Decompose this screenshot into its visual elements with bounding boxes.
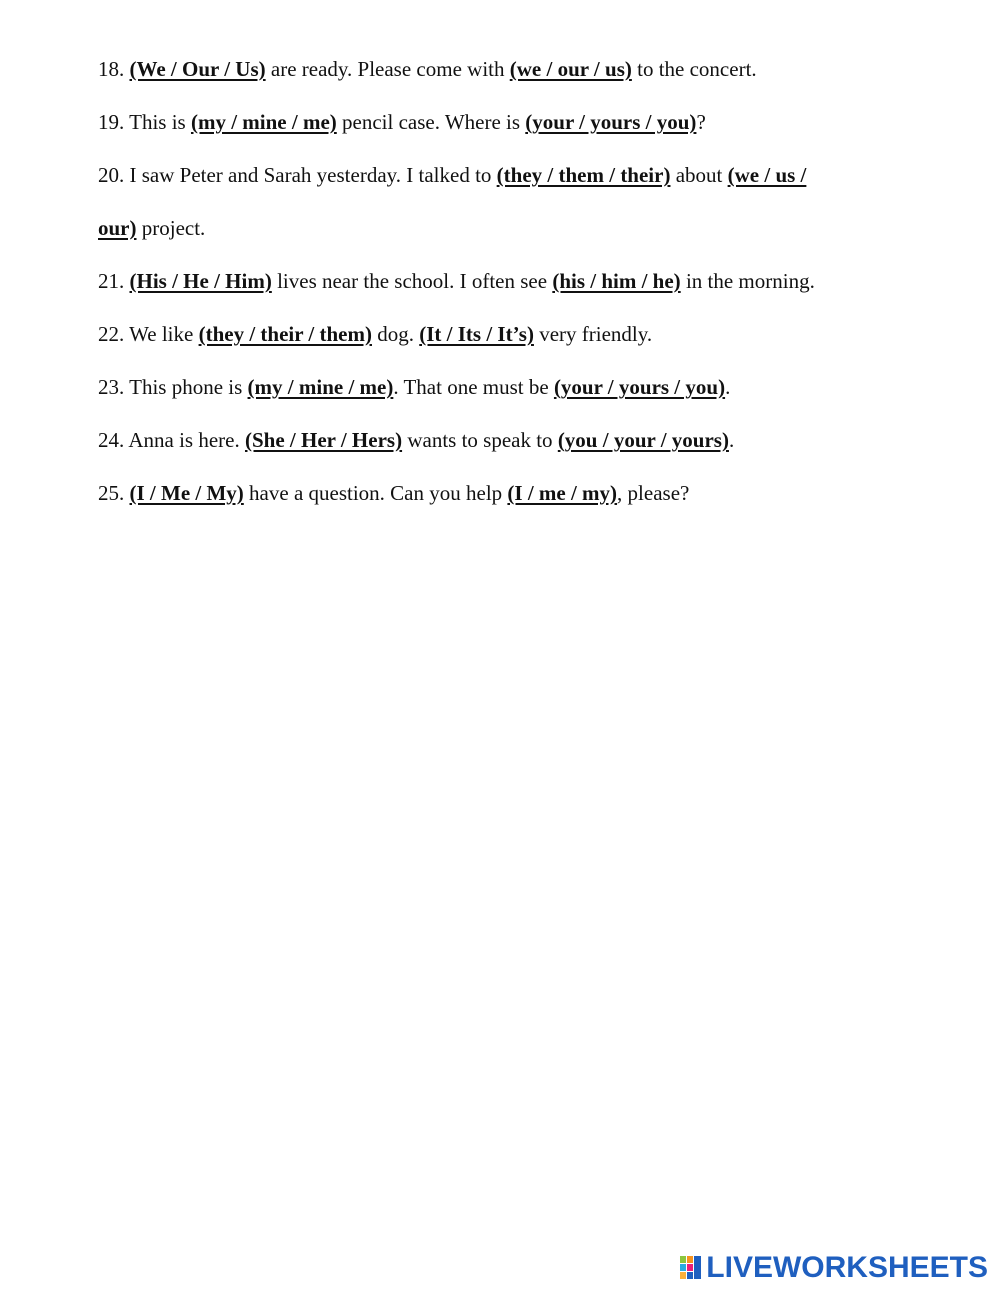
exercise-line — [98, 375, 730, 399]
pronoun-choice[interactable]: (your / yours / you) — [525, 110, 697, 134]
exercise-number: 21. — [98, 269, 125, 293]
pronoun-choice[interactable]: (I / me / my) — [507, 481, 618, 505]
sentence-text: project. — [136, 216, 206, 240]
pronoun-choice[interactable]: (we / us / — [727, 163, 807, 187]
sentence-text: I saw Peter and Sarah yesterday. I talked to — [129, 163, 497, 187]
sentence-text: ? — [696, 110, 706, 134]
pronoun-choice[interactable]: (you / your / yours) — [557, 428, 729, 452]
pronoun-choice[interactable]: (His / He / Him) — [129, 269, 272, 293]
sentence-text: about — [670, 163, 728, 187]
pronoun-choice[interactable]: (We / Our / Us) — [129, 57, 266, 81]
brand-logo — [680, 1251, 988, 1284]
sentence-text: pencil case. Where is — [336, 110, 526, 134]
sentence-text: This is — [129, 110, 191, 134]
pronoun-choice[interactable]: (they / their / them) — [198, 322, 372, 346]
sentence-text: lives near the school. I often see — [271, 269, 553, 293]
exercise-number: 25. — [98, 481, 125, 505]
pronoun-choice[interactable]: (his / him / he) — [552, 269, 681, 293]
pronoun-choice[interactable]: our) — [98, 216, 137, 240]
exercise-line — [98, 216, 205, 240]
sentence-text: Anna is here. — [128, 428, 245, 452]
sentence-text: are ready. Please come with — [265, 57, 510, 81]
exercise-number: 18. — [98, 57, 125, 81]
sentence-text: . That one must be — [393, 375, 554, 399]
sentence-text: very friendly. — [533, 322, 653, 346]
exercise-line — [98, 163, 806, 187]
exercise-line — [98, 481, 689, 505]
liveworksheets-logo-icon — [680, 1256, 702, 1280]
pronoun-choice[interactable]: (your / yours / you) — [553, 375, 726, 399]
exercise-number: 22. — [98, 322, 125, 346]
sentence-text: to the concert. — [631, 57, 757, 81]
exercise-number: 24. — [98, 428, 125, 452]
pronoun-choice[interactable]: (my / mine / me) — [247, 375, 394, 399]
exercise-number: 20. — [98, 163, 125, 187]
pronoun-choice[interactable]: (She / Her / Hers) — [244, 428, 403, 452]
sentence-text: . — [728, 428, 735, 452]
sentence-text: wants to speak to — [402, 428, 558, 452]
exercise-number: 19. — [98, 110, 125, 134]
sentence-text: , please? — [617, 481, 690, 505]
exercise-line — [98, 57, 757, 81]
pronoun-choice[interactable]: (we / our / us) — [509, 57, 632, 81]
exercise-line — [98, 269, 815, 293]
exercise-line — [98, 322, 652, 346]
pronoun-choice[interactable]: (It / Its / It’s) — [419, 322, 534, 346]
exercise-line — [98, 110, 706, 134]
brand-name: LIVEWORKSHEETS — [706, 1251, 988, 1284]
exercise-line — [98, 428, 734, 452]
sentence-text: in the morning. — [680, 269, 815, 293]
pronoun-choice[interactable]: (I / Me / My) — [129, 481, 244, 505]
sentence-text: This phone is — [129, 375, 248, 399]
sentence-text: have a question. Can you help — [243, 481, 508, 505]
sentence-text: dog. — [371, 322, 420, 346]
pronoun-choice[interactable]: (they / them / their) — [496, 163, 671, 187]
sentence-text: . — [725, 375, 731, 399]
sentence-text: We like — [129, 322, 199, 346]
pronoun-choice[interactable]: (my / mine / me) — [190, 110, 337, 134]
exercise-number: 23. — [98, 375, 125, 399]
